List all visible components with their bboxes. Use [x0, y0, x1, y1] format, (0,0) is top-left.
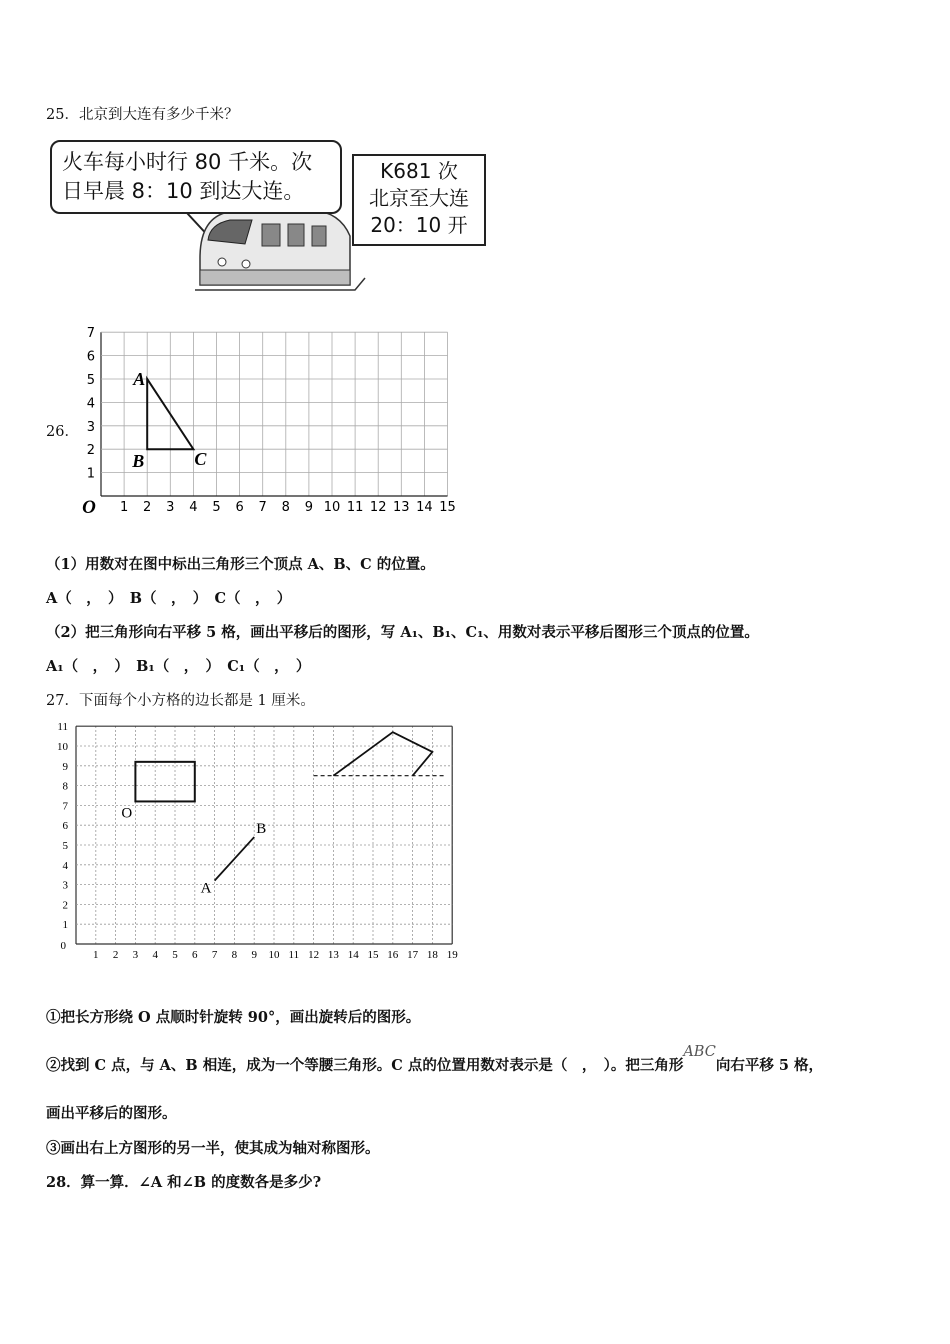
- y-tick-label: 1: [86, 466, 95, 482]
- x-tick-label: 9: [304, 500, 314, 515]
- y-tick-label: 6: [62, 820, 68, 833]
- x-tick-label: 11: [346, 500, 364, 515]
- y-tick-label: 9: [62, 760, 68, 773]
- q25-title: 25．北京到大连有多少千米？: [46, 107, 239, 123]
- q27-grid: [46, 718, 476, 976]
- x-tick-label: 6: [192, 949, 198, 961]
- y-tick-label: 4: [86, 396, 95, 412]
- y-tick-label: 8: [62, 780, 68, 793]
- ticket-line-2: 北京至大连: [369, 186, 469, 210]
- q26-part2-answers: A₁（ ， ） B₁（ ， ） C₁（ ， ）: [46, 658, 311, 675]
- x-tick-label: 2: [112, 949, 119, 961]
- bubble-line-2: 日早晨 8：10 到达大连。: [62, 179, 305, 203]
- x-tick-label: 13: [327, 949, 339, 961]
- x-tick-label: 2: [143, 500, 152, 515]
- bubble-line-1: 火车每小时行 80 千米。次: [62, 150, 313, 174]
- q27-item2-line2: 画出平移后的图形。: [46, 1105, 177, 1122]
- y-tick-label: 11: [57, 721, 68, 734]
- y-tick-label: 6: [86, 349, 95, 365]
- x-tick-label: 12: [308, 949, 320, 961]
- origin-zero-label: 0: [60, 940, 66, 952]
- y-tick-label: 3: [62, 879, 68, 892]
- x-tick-label: 10: [268, 949, 280, 961]
- y-tick-label: 7: [86, 326, 95, 342]
- x-tick-label: 16: [387, 949, 399, 961]
- vertex-label-b: B: [132, 451, 145, 472]
- x-tick-label: 8: [231, 949, 238, 961]
- q25-figure: [50, 140, 490, 300]
- q27-item2-text-end: 向右平移 5 格，: [715, 1057, 824, 1074]
- x-tick-label: 12: [369, 500, 387, 515]
- y-tick-label: 5: [86, 373, 95, 388]
- y-tick-label: 2: [62, 899, 68, 912]
- abc-formula: ABC: [683, 1044, 716, 1060]
- x-tick-label: 3: [166, 500, 175, 515]
- x-tick-label: 13: [393, 500, 410, 515]
- x-tick-label: 10: [323, 500, 341, 515]
- y-tick-label: 10: [57, 741, 68, 753]
- x-tick-label: 19: [446, 949, 458, 961]
- rectangle-shape: [135, 762, 194, 802]
- q26-part2: （2）把三角形向右平移 5 格，画出平移后的图形，写 A₁、B₁、C₁、用数对表示平移后图形三个顶点的位置。: [46, 624, 759, 641]
- y-tick-label: 7: [62, 800, 68, 813]
- q26-part1: （1）用数对在图中标出三角形三个顶点 A、B、C 的位置。: [46, 556, 435, 573]
- x-tick-label: 7: [211, 949, 218, 961]
- x-tick-label: 15: [439, 500, 456, 515]
- x-tick-label: 3: [132, 949, 139, 961]
- x-tick-label: 17: [407, 949, 419, 961]
- x-tick-label: 6: [235, 500, 244, 515]
- q28-title: 28．算一算．∠A 和∠B 的度数各是多少?: [46, 1174, 322, 1191]
- x-tick-label: 4: [152, 949, 158, 961]
- x-tick-label: 4: [189, 500, 198, 515]
- x-tick-label: 7: [258, 500, 267, 515]
- x-tick-label: 1: [119, 500, 129, 515]
- q27-item2-line1: [46, 1044, 824, 1075]
- y-tick-label: 1: [62, 919, 68, 932]
- x-tick-label: 14: [347, 949, 359, 961]
- point-b-label: B: [256, 821, 267, 838]
- q27-item3: ③画出右上方图形的另一半，使其成为轴对称图形。: [46, 1140, 380, 1157]
- train-ticket: [352, 154, 486, 246]
- ticket-line-1: K681 次: [380, 159, 458, 183]
- y-tick-label: 2: [86, 443, 95, 459]
- q27-item2-text: ②找到 C 点，与 A、B 相连，成为一个等腰三角形。C 点的位置用数对表示是（ ， ）。把三角形: [46, 1057, 684, 1074]
- speech-bubble: [50, 140, 342, 214]
- x-tick-label: 18: [426, 949, 438, 961]
- x-tick-label: 8: [281, 500, 290, 515]
- x-tick-label: 14: [416, 500, 433, 515]
- vertex-label-a: A: [133, 369, 146, 389]
- q26-part1-answers: A（ ， ） B（ ， ） C（ ， ）: [46, 590, 292, 607]
- x-tick-label: 5: [172, 949, 178, 961]
- point-a-label: A: [200, 880, 212, 897]
- x-tick-label: 5: [212, 500, 221, 515]
- vertex-label-c: C: [194, 449, 207, 470]
- half-shape: [333, 732, 432, 776]
- q26-coordinate-grid: [80, 322, 470, 522]
- point-o-label: O: [121, 805, 133, 822]
- ticket-line-3: 20：10 开: [370, 213, 468, 237]
- x-tick-label: 15: [367, 949, 379, 961]
- origin-label: O: [82, 497, 96, 518]
- q27-item1: ①把长方形绕 O 点顺时针旋转 90°，画出旋转后的图形。: [46, 1009, 421, 1026]
- x-tick-label: 11: [288, 949, 300, 961]
- y-tick-label: 4: [62, 859, 68, 872]
- y-tick-label: 3: [86, 419, 95, 435]
- q26-number: 26．: [46, 424, 79, 440]
- x-tick-label: 1: [93, 949, 99, 961]
- q27-title: 27．下面每个小方格的边长都是 1 厘米。: [46, 693, 315, 709]
- y-tick-label: 5: [62, 840, 68, 852]
- x-tick-label: 9: [251, 949, 257, 961]
